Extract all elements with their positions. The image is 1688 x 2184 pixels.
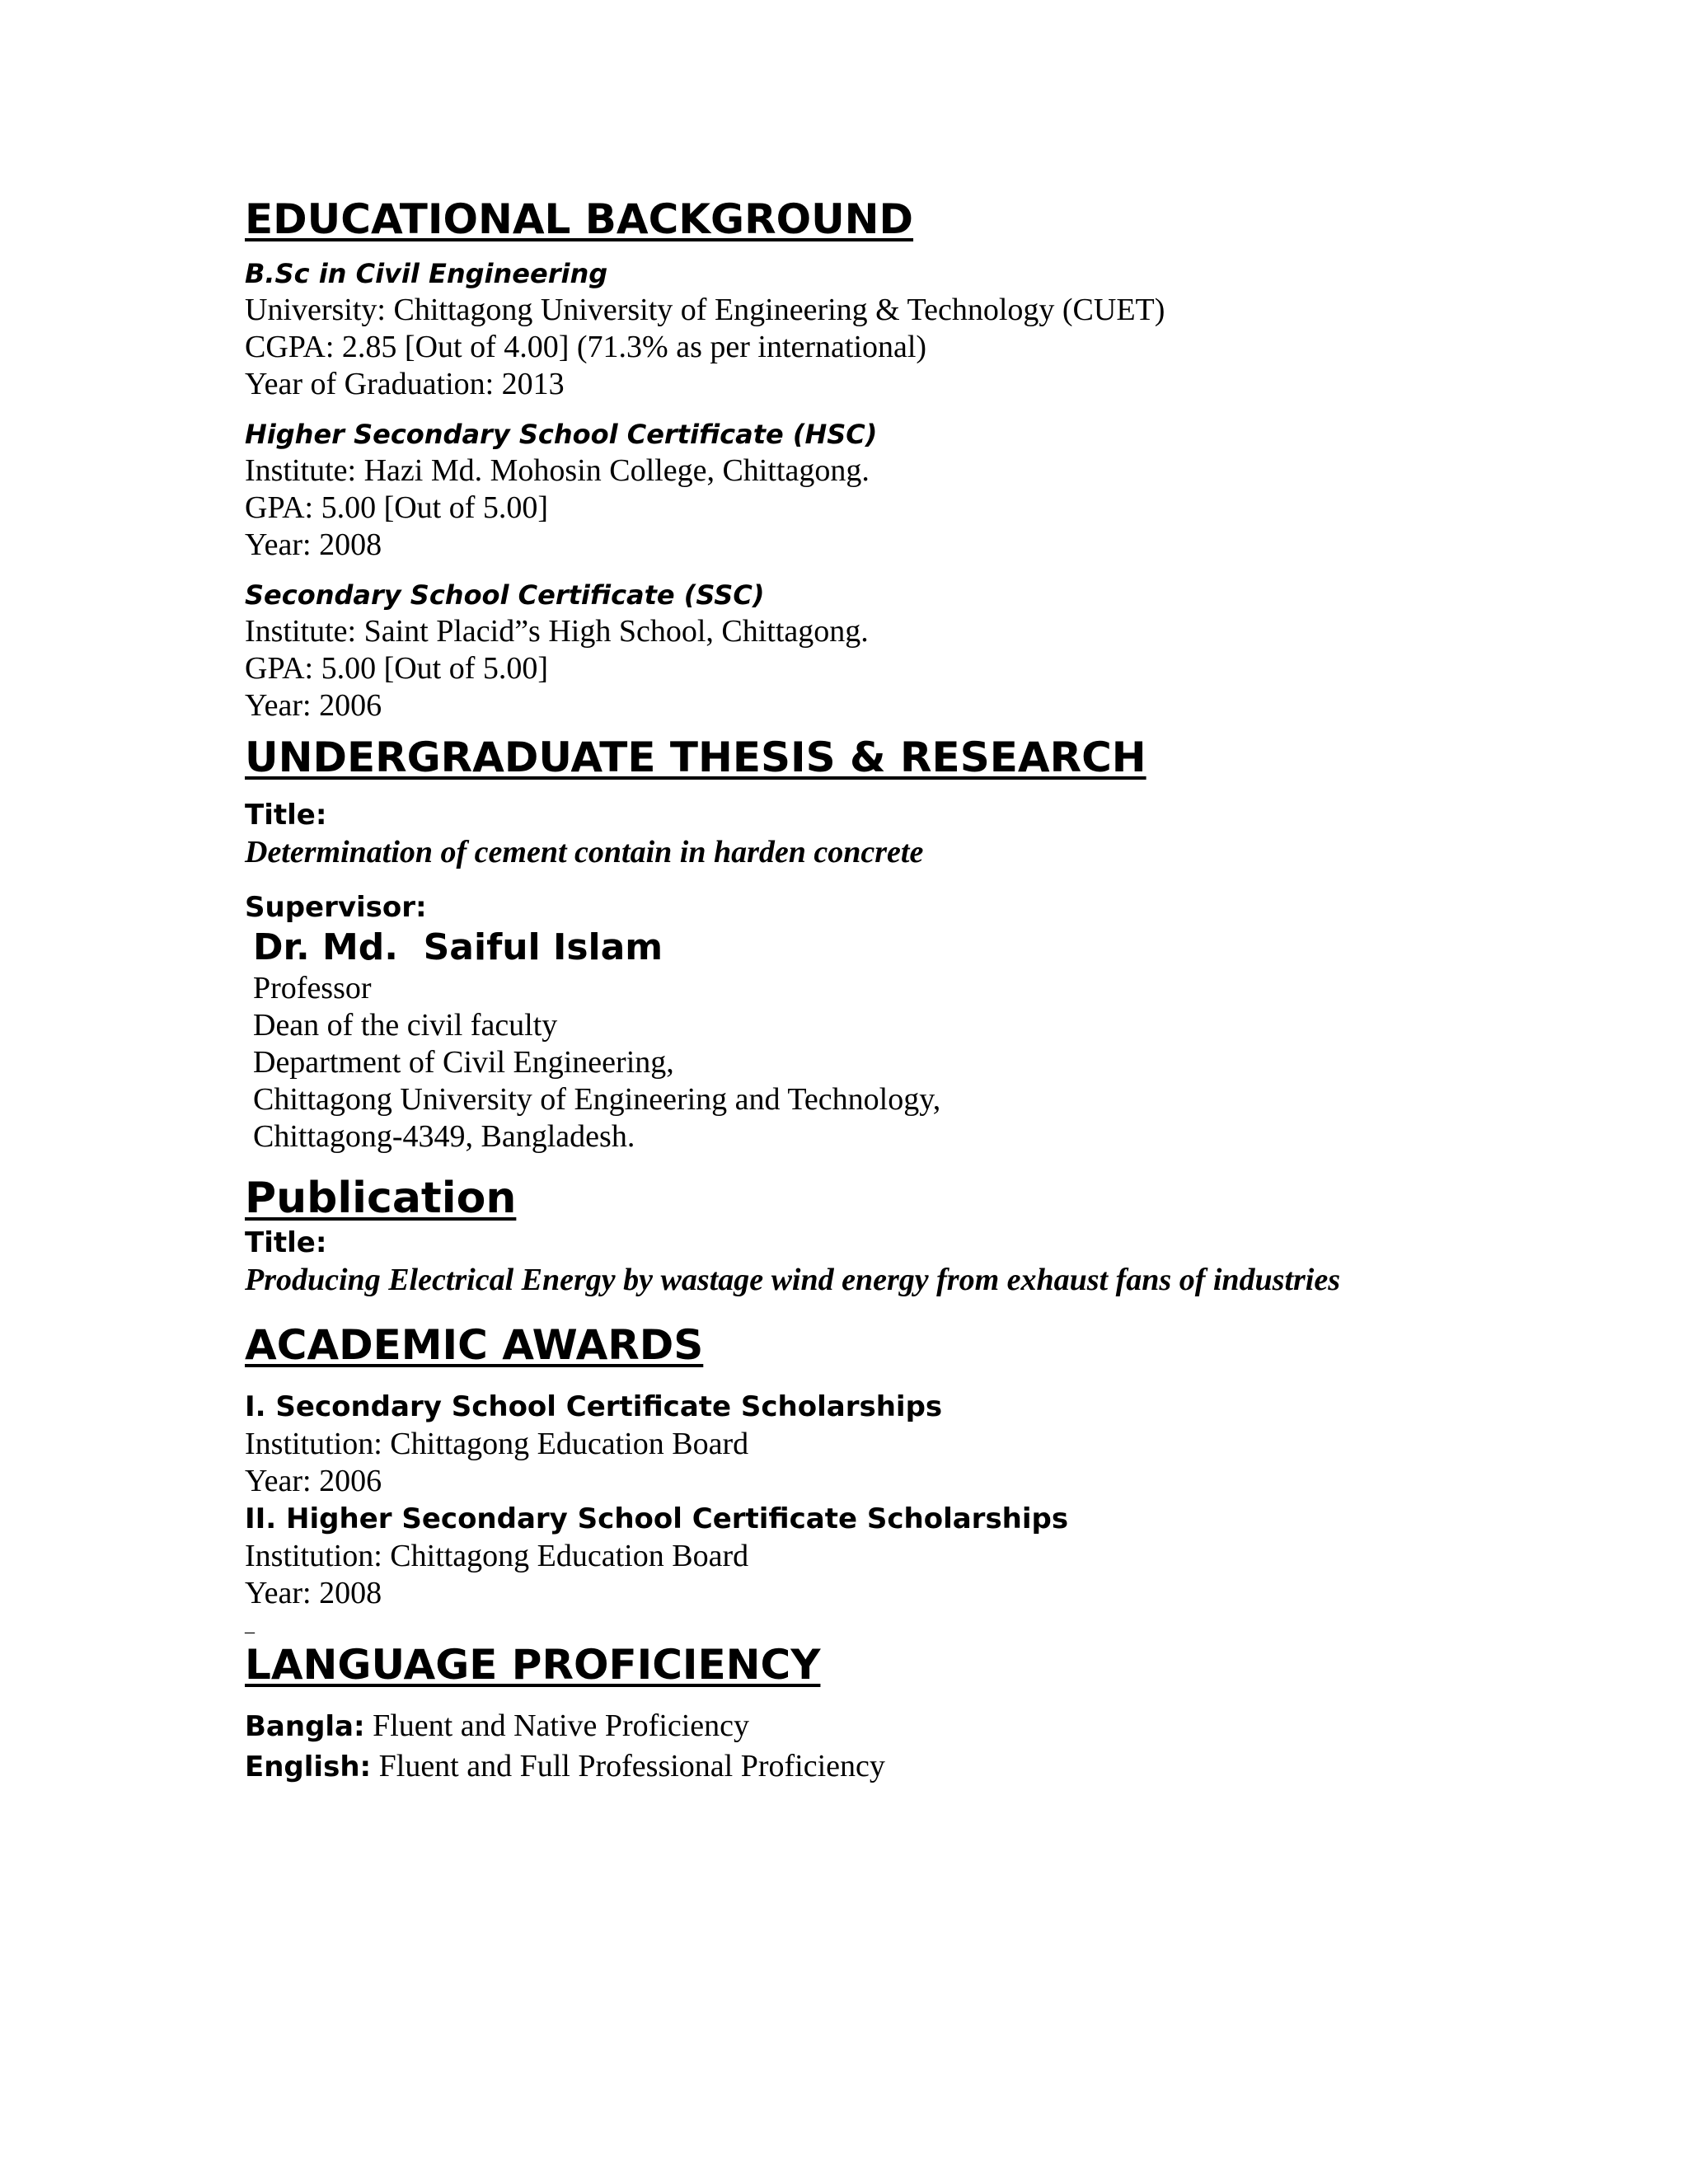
thesis-title: Determination of cement contain in harden concrete (245, 835, 924, 869)
award-title: I. Secondary School Certificate Scholarships (245, 1390, 943, 1423)
degree-line: Year: 2008 (245, 527, 382, 562)
language-value: Fluent and Native Proficiency (364, 1708, 750, 1743)
degree-line: GPA: 5.00 [Out of 5.00] (245, 651, 549, 686)
language-heading: LANGUAGE PROFICIENCY (245, 1641, 821, 1689)
language-item (245, 1706, 1646, 1746)
supervisor-line: Chittagong-4349, Bangladesh. (253, 1119, 635, 1154)
degree-line: Year: 2006 (245, 688, 382, 723)
degree-bsc (245, 255, 1646, 403)
award-year: Year: 2008 (245, 1576, 382, 1610)
supervisor-line: Professor (253, 971, 372, 1005)
thesis-title-label: Title: (245, 799, 327, 832)
supervisor-label: Supervisor: (245, 891, 427, 924)
supervisor-line: Department of Civil Engineering, (253, 1045, 674, 1080)
degree-line: Year of Graduation: 2013 (245, 367, 565, 401)
supervisor-block (245, 889, 1646, 1155)
supervisor-line: Dean of the civil faculty (253, 1008, 558, 1043)
degree-line: Institute: Hazi Md. Mohosin College, Chittagong. (245, 453, 870, 488)
degree-hsc (245, 416, 1646, 564)
language-value: Fluent and Full Professional Proficiency (371, 1749, 885, 1783)
degree-title: Higher Secondary School Certificate (HSC) (245, 419, 878, 450)
publication-title-label: Title: (245, 1226, 327, 1259)
degree-line: University: Chittagong University of Engineering & Technology (CUET) (245, 293, 1165, 327)
publication-title: Producing Electrical Energy by wastage wind energy from exhaust fans of industries (245, 1263, 1341, 1297)
award-year: Year: 2006 (245, 1464, 382, 1498)
education-heading: EDUCATIONAL BACKGROUND (245, 195, 914, 243)
stray-dash-mark: – (245, 1621, 255, 1643)
degree-line: CGPA: 2.85 [Out of 4.00] (71.3% as per international) (245, 330, 927, 364)
language-label: English: (245, 1750, 372, 1783)
award-institution: Institution: Chittagong Education Board (245, 1539, 749, 1573)
degree-line: GPA: 5.00 [Out of 5.00] (245, 490, 549, 525)
award-title: II. Higher Secondary School Certificate Scholarships (245, 1502, 1069, 1535)
language-label: Bangla: (245, 1710, 365, 1743)
publication-heading: Publication (245, 1174, 517, 1223)
language-item (245, 1746, 1646, 1787)
award-institution: Institution: Chittagong Education Board (245, 1427, 749, 1461)
degree-line: Institute: Saint Placid”s High School, Chittagong. (245, 614, 869, 649)
thesis-heading: UNDERGRADUATE THESIS & RESEARCH (245, 733, 1146, 781)
language-list (245, 1706, 1646, 1787)
award-item (245, 1388, 1646, 1500)
degree-title: Secondary School Certificate (SSC) (245, 579, 765, 611)
degree-title: B.Sc in Civil Engineering (245, 258, 608, 289)
supervisor-name: Dr. Md. Saiful Islam (253, 926, 663, 968)
resume-page (245, 194, 1646, 1787)
award-item (245, 1500, 1646, 1612)
publication-block (245, 1225, 1646, 1299)
degree-ssc (245, 577, 1646, 724)
thesis-title-block (245, 797, 1646, 871)
awards-heading: ACADEMIC AWARDS (245, 1321, 704, 1369)
supervisor-line: Chittagong University of Engineering and Technology, (253, 1082, 941, 1117)
